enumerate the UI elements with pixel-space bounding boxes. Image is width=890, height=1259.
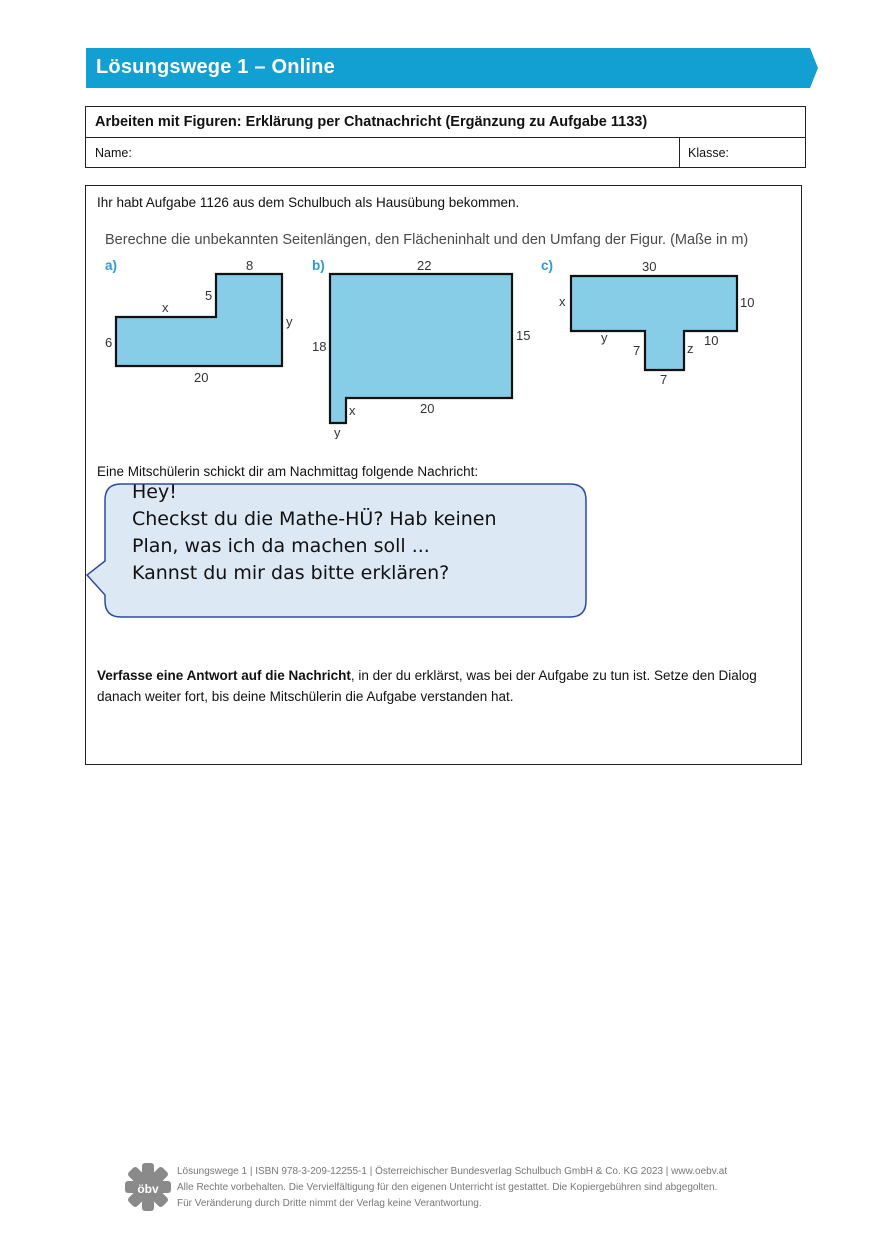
task-instruction: Berechne die unbekannten Seitenlängen, den Flächeninhalt und den Umfang der Figur. (Maße in m) [105,232,749,248]
figure-c-top: 30 [642,259,657,274]
header-banner [86,48,818,88]
assignment-text [97,665,787,707]
chat-line: Hey! [132,481,177,503]
chat-line: Checkst du die Mathe-HÜ? Hab keinen [132,508,497,530]
footer-line: Alle Rechte vorbehalten. Die Vervielfältigung für den eigenen Unterricht ist gestattet. Die Kopiergebühren sind abgegolten. [177,1182,718,1193]
footer-line: Für Veränderung durch Dritte nimmt der Verlag keine Verantwortung. [177,1198,482,1209]
figure-b-bottom: 20 [420,401,435,416]
figure-a-top: 8 [246,258,254,273]
figure-a-notch: 5 [205,288,213,303]
figure-c [541,258,754,387]
assignment-bold: Verfasse eine Antwort auf die Nachricht [97,668,351,683]
figure-b-y: y [334,425,341,439]
figure-c-inner-right: 10 [704,333,719,348]
figure-b-right: 15 [516,328,531,343]
class-field[interactable] [680,138,806,168]
name-class-row [86,138,805,168]
figure-c-y: y [601,330,608,345]
footer-text [177,1164,727,1212]
class-label: Klasse: [688,146,729,160]
chat-line: Kannst du mir das bitte erklären? [132,562,450,584]
worksheet-title: Arbeiten mit Figuren: Erklärung per Chatnachricht (Ergänzung zu Aufgabe 1133) [86,107,805,138]
message-intro: Eine Mitschülerin schickt dir am Nachmittag folgende Nachricht: [97,464,479,479]
figure-b-label: b) [312,258,325,273]
figure-c-right: 10 [740,295,755,310]
figure-a-label: a) [105,258,118,273]
figure-b-left: 18 [312,339,327,354]
worksheet-title-table [85,106,806,168]
figure-b [312,258,530,439]
oebv-logo [125,1163,171,1211]
task-intro: Ihr habt Aufgabe 1126 aus dem Schulbuch als Hausübung bekommen. [97,195,520,210]
task-box [85,185,802,765]
figure-a [105,258,293,385]
figure-c-stem-bottom: 7 [660,372,668,387]
assignment-rest: , in der du erklärst, was bei der Aufgabe zu tun ist. Setze den Dialog danach weiter fort, bis deine Mitschülerin die Aufgabe verstanden hat. [97,668,757,704]
name-field[interactable] [86,138,680,168]
figure-c-z: z [687,341,694,356]
figures-illustration [86,254,801,439]
figure-a-x: x [162,300,169,315]
figure-b-top: 22 [417,258,432,273]
name-label: Name: [95,146,132,160]
header-title: Lösungswege 1 – Online [96,56,335,78]
chat-message [132,479,497,587]
figure-c-label: c) [541,258,554,273]
figure-c-x: x [559,294,566,309]
logo-text: öbv [137,1182,159,1196]
figure-a-y: y [286,314,293,329]
chat-line: Plan, was ich da machen soll ... [132,535,430,557]
figure-c-stem-left: 7 [633,343,641,358]
figure-b-x: x [349,403,356,418]
footer-line: Lösungswege 1 | ISBN 978-3-209-12255-1 | Österreichischer Bundesverlag Schulbuch GmbH & Co. KG 2023 | www.oebv.at [177,1166,728,1177]
figure-a-left: 6 [105,335,113,350]
figure-a-bottom: 20 [194,370,209,385]
